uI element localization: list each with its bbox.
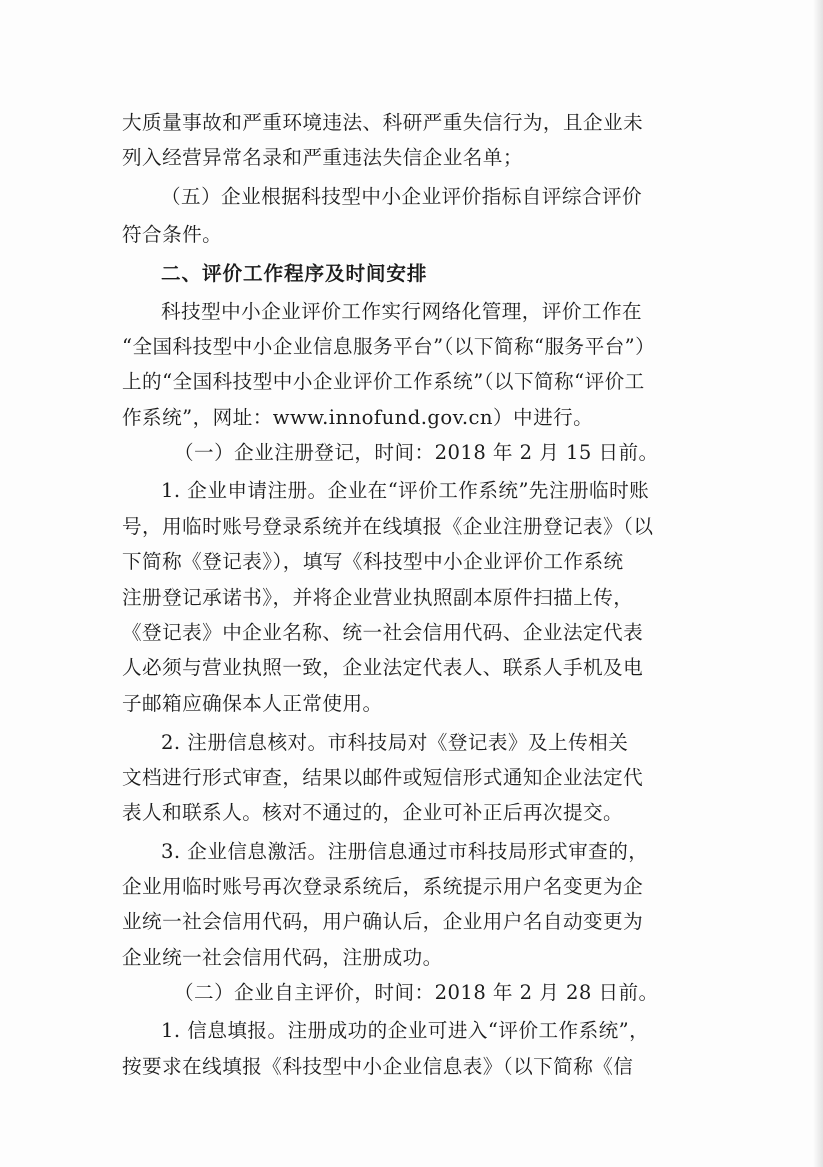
text-line: 注册登记承诺书》，并将企业营业执照副本原件扫描上传， <box>122 586 634 609</box>
text-line: （五）企业根据科技型中小企业评价指标自评综合评价 <box>161 185 643 208</box>
text-line: 子邮箱应确保本人正常使用。 <box>122 692 383 715</box>
text-line: 下简称《登记表》），填写《科技型中小企业评价工作系统 <box>122 550 624 573</box>
text-line: 号，用临时账号登录系统并在线填报《企业注册登记表》（以 <box>122 515 654 538</box>
text-line: 科技型中小企业评价工作实行网络化管理，评价工作在 <box>161 300 643 323</box>
text-line: 企业统一社会信用代码，注册成功。 <box>122 946 443 969</box>
text-line: “全国科技型中小企业信息服务平台”（以下简称“服务平台”） <box>122 335 656 358</box>
text-line: 表人和联系人。核对不通过的，企业可补正后再次提交。 <box>122 801 624 824</box>
subsection-heading: （一）企业注册登记，时间：2018 年 2 月 15 日前。 <box>174 441 659 464</box>
subsection-heading: （二）企业自主评价，时间：2018 年 2 月 28 日前。 <box>174 981 659 1004</box>
page-edge-shadow <box>813 0 823 1167</box>
text-line: 文档进行形式审查，结果以邮件或短信形式通知企业法定代 <box>122 766 644 789</box>
text-line: 符合条件。 <box>122 223 223 246</box>
text-line: 大质量事故和严重环境违法、科研严重失信行为，且企业未 <box>122 111 644 134</box>
text-line: 人必须与营业执照一致，企业法定代表人、联系人手机及电 <box>122 656 644 679</box>
text-line: 按要求在线填报《科技型中小企业信息表》（以下简称《信 <box>122 1055 634 1078</box>
text-line: 《登记表》中企业名称、统一社会信用代码、企业法定代表 <box>122 621 644 644</box>
text-line: 企业用临时账号再次登录系统后，系统提示用户名变更为企 <box>122 875 644 898</box>
text-line: 业统一社会信用代码，用户确认后，企业用户名自动变更为 <box>122 910 644 933</box>
text-line: 1. 信息填报。注册成功的企业可进入“评价工作系统”， <box>161 1019 650 1042</box>
section-heading: 二、评价工作程序及时间安排 <box>161 262 428 285</box>
text-line: 1. 企业申请注册。企业在“评价工作系统”先注册临时账 <box>161 479 650 502</box>
text-line: 2. 注册信息核对。市科技局对《登记表》及上传相关 <box>161 731 629 754</box>
text-line: 列入经营异常名录和严重违法失信企业名单； <box>122 146 523 169</box>
text-line: 作系统”，网址：www.innofund.gov.cn）中进行。 <box>122 406 594 429</box>
text-line: 3. 企业信息激活。注册信息通过市科技局形式审查的， <box>161 840 649 863</box>
text-line: 上的“全国科技型中小企业评价工作系统”（以下简称“评价工 <box>122 370 645 393</box>
